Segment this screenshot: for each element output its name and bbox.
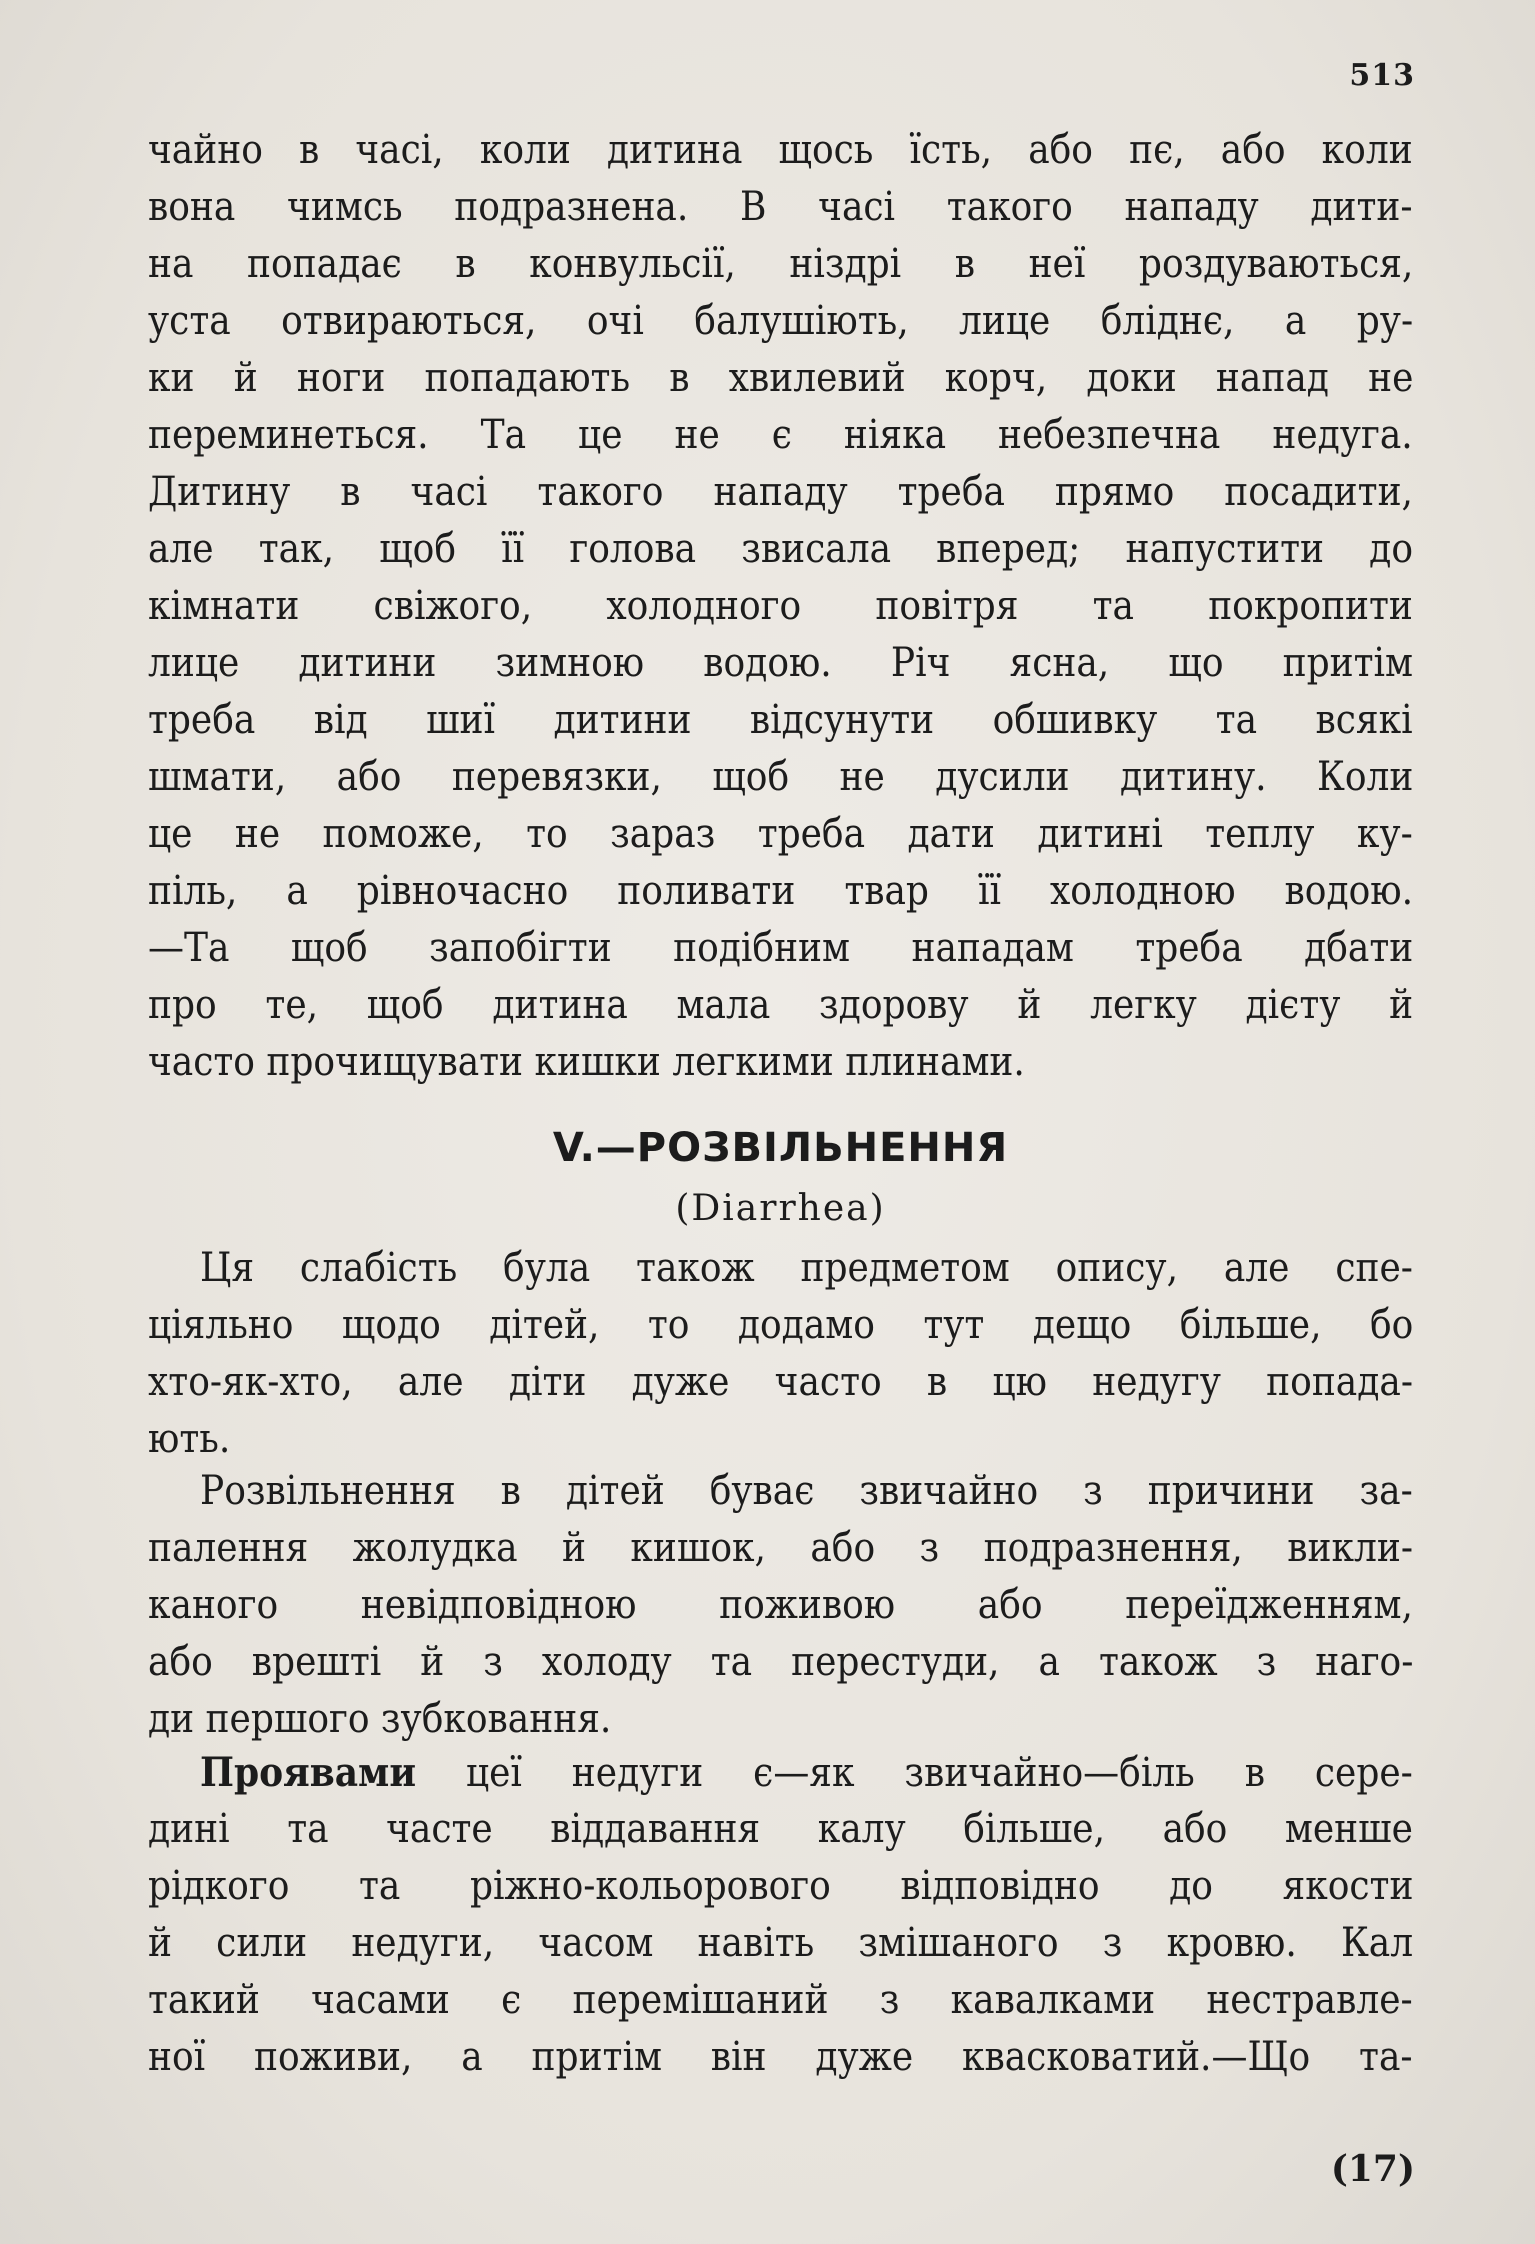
text-line: піль, а рівночасно поливати твар її холодною водою. (148, 868, 1414, 914)
text-line: такий часами є перемішаний з кавалками нестравле- (148, 1977, 1413, 2023)
section-subheading: (Diarrhea) (675, 1188, 886, 1229)
text-line: це не поможе, то зараз треба дати дитині теплу ку- (148, 811, 1413, 857)
text-line: або врешті й з холоду та перестуди, а також з наго- (148, 1639, 1414, 1685)
text-line: лице дитини зимною водою. Річ ясна, що притім (148, 640, 1414, 686)
text-line: вона чимсь подразнена. В часі такого нападу дити- (148, 184, 1413, 230)
text-line: ють. (148, 1416, 231, 1462)
text-line: ної поживи, а притім він дуже квасковатий.—Що та- (148, 2034, 1413, 2080)
text-line: шмати, або перевязки, щоб не дусили дитину. Коли (148, 754, 1414, 800)
text-line: кімнати свіжого, холодного повітря та покропити (148, 583, 1413, 629)
text-line: —Та щоб запобігти подібним нападам треба дбати (148, 925, 1414, 971)
text-line: про те, щоб дитина мала здорову й легку дієту й (148, 982, 1414, 1028)
text-line: Ця слабість була також предметом опису, але спе- (200, 1245, 1413, 1291)
text-line: ди першого зубковання. (148, 1696, 612, 1742)
text-line: часто прочищувати кишки легкими плинами. (148, 1039, 1025, 1085)
text-line: треба від шиї дитини відсунути обшивку та всякі (148, 697, 1413, 743)
signature-mark: (17) (1330, 2148, 1415, 2190)
text-line: ки й ноги попадають в хвилевий корч, доки напад не (148, 355, 1414, 401)
text-line (148, 1744, 1413, 1801)
paragraph-4 (148, 1744, 1413, 2086)
text-line: й сили недуги, часом навіть змішаного з кровю. Кал (148, 1920, 1414, 1966)
text-line: Дитину в часі такого нападу треба прямо посадити, (148, 469, 1413, 515)
text-line: але так, щоб її голова звисала вперед; напустити до (148, 526, 1413, 572)
page-number: 513 (1349, 58, 1415, 93)
bold-lead-word: Проявами (200, 1749, 417, 1796)
text-line: каного невідповідною поживою або переїдженням, (148, 1582, 1413, 1628)
text-line: уста отвираються, очі балушіють, лице бліднє, а ру- (148, 298, 1414, 344)
paragraph-3 (148, 1463, 1413, 1748)
text-line: дині та часте віддавання калу більше, або менше (148, 1806, 1413, 1852)
text-line: переминеться. Та це не є ніяка небезпечна недуга. (148, 412, 1413, 458)
text-line: хто-як-хто, але діти дуже часто в цю недугу попада- (148, 1359, 1413, 1405)
text-line: палення жолудка й кишок, або з подразнення, викли- (148, 1525, 1413, 1571)
text-line: рідкого та ріжно-кольорового відповідно до якости (148, 1863, 1414, 1909)
text-line-rest: цеї недуги є—як звичайно—біль в сере- (416, 1750, 1413, 1796)
text-line: на попадає в конвульсії, ніздрі в неї роздуваються, (148, 241, 1414, 287)
text-line: Розвільнення в дітей буває звичайно з причини за- (200, 1468, 1413, 1514)
text-line: чайно в часі, коли дитина щось їсть, або пє, або коли (148, 127, 1413, 173)
paragraph-2 (148, 1240, 1413, 1468)
paragraph-1 (148, 122, 1413, 1091)
text-line: ціяльно щодо дітей, то додамо тут дещо більше, бо (148, 1302, 1414, 1348)
section-heading: V.—РОЗВІЛЬНЕННЯ (552, 1125, 1009, 1171)
